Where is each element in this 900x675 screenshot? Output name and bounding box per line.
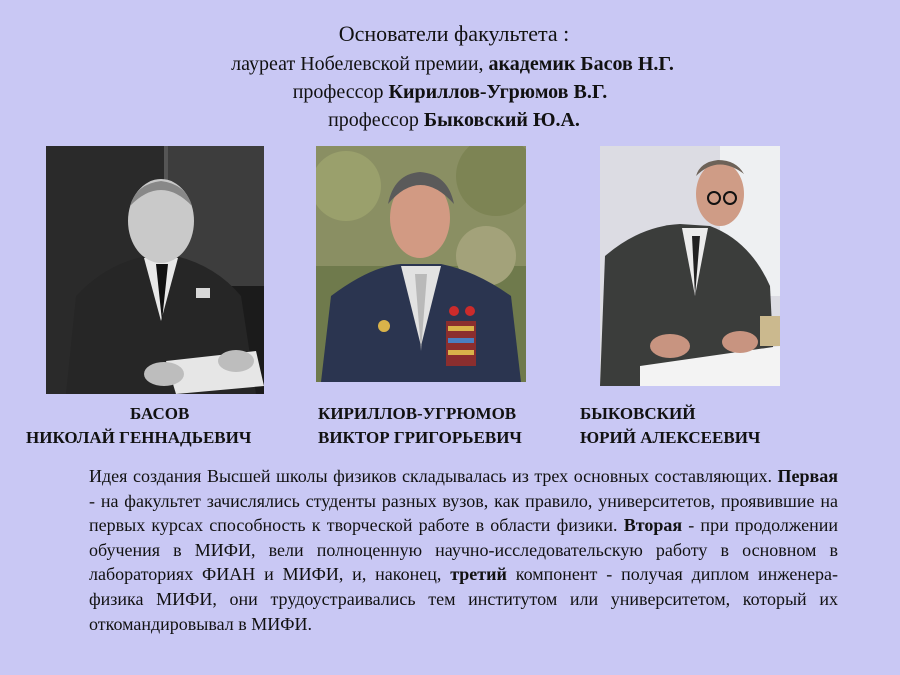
founder-line-bykovsky: профессор Быковский Ю.А. [328,109,580,131]
founder-name-basov: БАСОВ НИКОЛАЙ ГЕННАДЬЕВИЧ [26,404,252,447]
portrait-kirillov-ugryumov [316,146,526,382]
description-paragraph: Идея создания Высшей школы физиков складывалась из трех основных составляющих. Первая - на факультет зачислялись студенты разных вузов, как правило, университетов, проявившие на первых курсах способность к творческой работе в области физики. Вторая - при продолжении обучения в МИФИ, вели полноценную научно-исследовательскую работу в основном в лабораториях ФИАН и МИФИ, и, наконец, третий компонент - получая диплом инженера-физика МИФИ, они трудоустраивались тем институтом или университетом, который их откомандировывал в МИФИ. [89,466,838,634]
founder-line-basov: лауреат Нобелевской премии, академик Басов Н.Г. [231,53,674,75]
founder-name-bykovsky: БЫКОВСКИЙ ЮРИЙ АЛЕКСЕЕВИЧ [580,404,761,447]
founder-name-kirillov-ugryumov: КИРИЛЛОВ-УГРЮМОВ ВИКТОР ГРИГОРЬЕВИЧ [318,404,522,447]
founder-line-kirillov: профессор Кириллов-Угрюмов В.Г. [292,81,608,103]
header [0,20,900,134]
portrait-basov [46,146,264,394]
portrait-bykovsky [600,146,780,386]
page-title: Основатели факультета : [338,21,570,46]
